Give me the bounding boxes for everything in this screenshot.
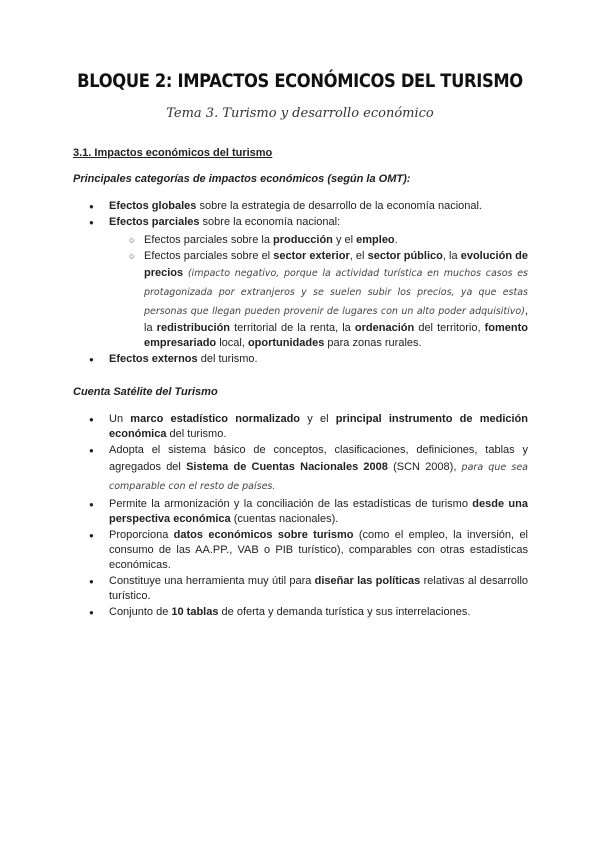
sublist-item: ○ Efectos parciales sobre el sector exterior, el sector público, la evolución de precios (impacto negativo, porque la actividad turística en muchos casos es protagonizada por extranjeros y se suelen subir los precios, ya que estas personas que llegan pueden provenir de lugares con un alto poder adquisitivo), la redistribución territorial de la renta, la ordenación del territorio, fomento empresariado local, oportunidades para zonas rurales. <box>109 249 528 351</box>
list-item: ● Efectos globales sobre la estrategia de desarrollo de la economía nacional. <box>73 199 528 214</box>
list-item: ● Constituye una herramienta muy útil para diseñar las políticas relativas al desarrollo turístico. <box>73 574 528 604</box>
handwritten-note: (impacto negativo, porque la actividad turística en muchos casos es protagonizada por extranjeros y se suelen subir los precios, ya que estas personas que llegan pueden provenir de lugares con un alto poder adquisitivo) <box>144 268 528 317</box>
sublist-item: ○ Efectos parciales sobre la producción y el empleo. <box>109 233 528 248</box>
document-title: BLOQUE 2: IMPACTOS ECONÓMICOS DEL TURISMO <box>77 70 523 92</box>
list-item: ● Adopta el sistema básico de conceptos, clasificaciones, definiciones, tablas y agregados del Sistema de Cuentas Nacionales 2008 (SCN 2008), para que sea comparable con el resto de países. <box>73 443 528 496</box>
list-item: ● Efectos parciales sobre la economía nacional: ○ Efectos parciales sobre la producción y el empleo. ○ Efectos parciales sobre el sector exterior, el sector público, la evolución de precios (impacto negativo, porque la actividad turística en muchos casos es protagonizada por extranjeros y se suelen subir los precios, ya que estas personas que llegan pueden provenir de lugares con un alto poder adquisitivo), la redistribución territorial de la renta, la ordenación del territorio, fomento empresariado local, oportunidades para zonas rurales. <box>73 215 528 351</box>
handwritten-note: para que sea comparable con el resto de países. <box>109 462 528 492</box>
satellite-account-list <box>73 412 528 620</box>
list-item: ● Un marco estadístico normalizado y el principal instrumento de medición económica del turismo. <box>73 412 528 442</box>
list-item: ● Proporciona datos económicos sobre turismo (como el empleo, la inversión, el consumo de las AA.PP., VAB o PIB turístico), comparables con otras estadísticas económicas. <box>73 528 528 573</box>
list-item: ● Permite la armonización y la conciliación de las estadísticas de turismo desde una perspectiva económica (cuentas nacionales). <box>73 497 528 527</box>
impact-categories-list <box>73 199 528 367</box>
list-item: ● Conjunto de 10 tablas de oferta y demanda turística y sus interrelaciones. <box>73 605 528 620</box>
section-heading: 3.1. Impactos económicos del turismo <box>73 147 273 159</box>
document-body <box>73 146 528 621</box>
list-item: ● Efectos externos del turismo. <box>73 352 528 367</box>
categories-subheading: Principales categorías de impactos económicos (según la OMT): <box>73 173 411 185</box>
document-subtitle: Tema 3. Turismo y desarrollo económico <box>166 106 434 121</box>
partial-effects-sublist <box>109 233 528 351</box>
satellite-account-subheading: Cuenta Satélite del Turismo <box>73 386 218 398</box>
satellite-account-section <box>73 385 528 620</box>
